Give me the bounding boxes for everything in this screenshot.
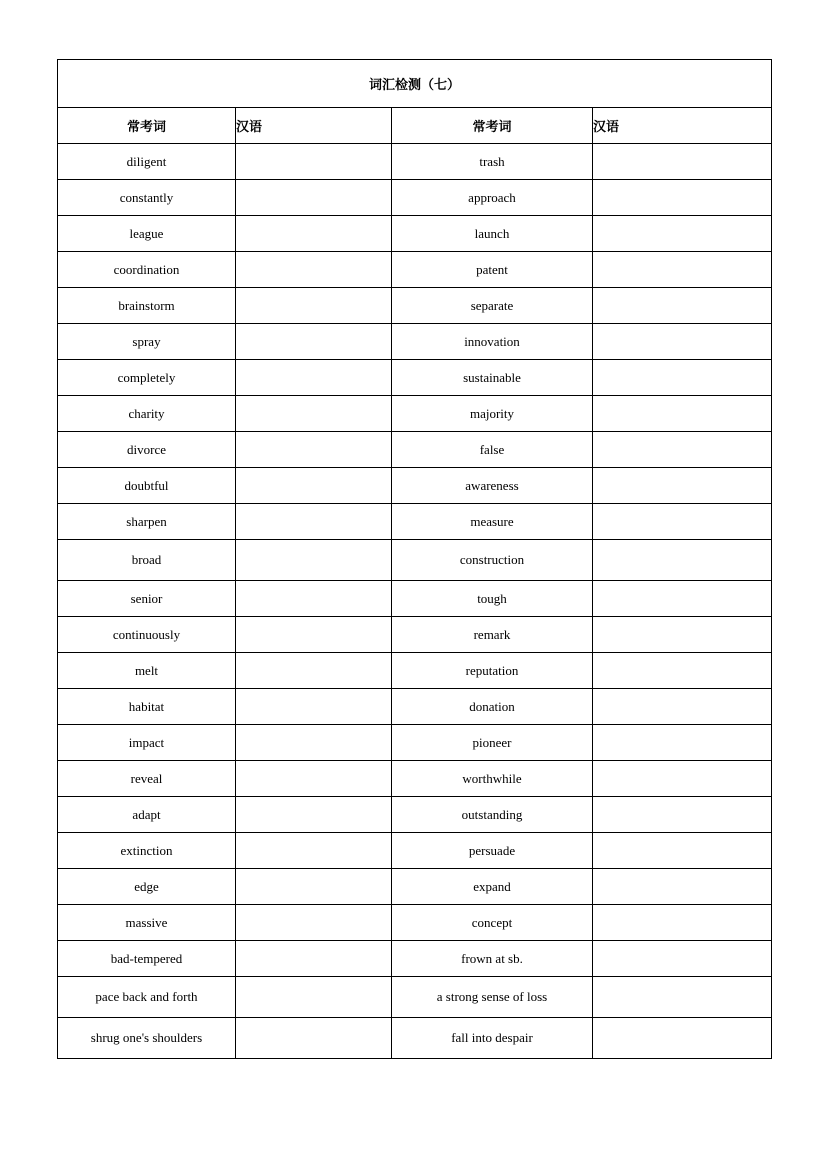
answer-cell-right[interactable]	[593, 977, 772, 1018]
answer-cell-left[interactable]	[236, 324, 392, 360]
word-right: pioneer	[392, 725, 593, 761]
word-right: reputation	[392, 653, 593, 689]
word-left: melt	[58, 653, 236, 689]
header-word-left: 常考词	[58, 108, 236, 144]
word-left: extinction	[58, 833, 236, 869]
title-row	[58, 60, 772, 108]
word-left: league	[58, 216, 236, 252]
vocabulary-table	[57, 59, 772, 1059]
table-row	[58, 869, 772, 905]
answer-cell-left[interactable]	[236, 540, 392, 581]
table-row	[58, 905, 772, 941]
word-right: launch	[392, 216, 593, 252]
table-row	[58, 581, 772, 617]
answer-cell-right[interactable]	[593, 653, 772, 689]
answer-cell-left[interactable]	[236, 869, 392, 905]
answer-cell-left[interactable]	[236, 617, 392, 653]
table-row	[58, 1018, 772, 1059]
answer-cell-left[interactable]	[236, 797, 392, 833]
word-right: separate	[392, 288, 593, 324]
word-right: concept	[392, 905, 593, 941]
answer-cell-left[interactable]	[236, 468, 392, 504]
table-row	[58, 833, 772, 869]
answer-cell-left[interactable]	[236, 941, 392, 977]
word-left: spray	[58, 324, 236, 360]
table-row	[58, 252, 772, 288]
answer-cell-left[interactable]	[236, 1018, 392, 1059]
word-right: false	[392, 432, 593, 468]
word-left: charity	[58, 396, 236, 432]
answer-cell-right[interactable]	[593, 468, 772, 504]
word-right: majority	[392, 396, 593, 432]
word-left: constantly	[58, 180, 236, 216]
answer-cell-right[interactable]	[593, 432, 772, 468]
table-row	[58, 360, 772, 396]
word-right: tough	[392, 581, 593, 617]
word-left: massive	[58, 905, 236, 941]
word-left: shrug one's shoulders	[58, 1018, 236, 1059]
answer-cell-right[interactable]	[593, 905, 772, 941]
word-right: frown at sb.	[392, 941, 593, 977]
table-row	[58, 324, 772, 360]
word-right: remark	[392, 617, 593, 653]
answer-cell-left[interactable]	[236, 905, 392, 941]
answer-cell-right[interactable]	[593, 725, 772, 761]
table-row	[58, 617, 772, 653]
answer-cell-right[interactable]	[593, 396, 772, 432]
word-left: impact	[58, 725, 236, 761]
table-row	[58, 144, 772, 180]
word-right: outstanding	[392, 797, 593, 833]
table-row	[58, 432, 772, 468]
word-right: persuade	[392, 833, 593, 869]
answer-cell-right[interactable]	[593, 288, 772, 324]
answer-cell-left[interactable]	[236, 761, 392, 797]
answer-cell-right[interactable]	[593, 689, 772, 725]
word-left: pace back and forth	[58, 977, 236, 1018]
answer-cell-right[interactable]	[593, 216, 772, 252]
table-row	[58, 941, 772, 977]
header-row	[58, 108, 772, 144]
answer-cell-right[interactable]	[593, 324, 772, 360]
word-left: continuously	[58, 617, 236, 653]
answer-cell-left[interactable]	[236, 504, 392, 540]
table-row	[58, 725, 772, 761]
word-right: expand	[392, 869, 593, 905]
answer-cell-right[interactable]	[593, 617, 772, 653]
table-row	[58, 977, 772, 1018]
answer-cell-right[interactable]	[593, 540, 772, 581]
answer-cell-right[interactable]	[593, 1018, 772, 1059]
answer-cell-left[interactable]	[236, 977, 392, 1018]
table-row	[58, 540, 772, 581]
word-right: patent	[392, 252, 593, 288]
table-row	[58, 180, 772, 216]
word-left: completely	[58, 360, 236, 396]
word-right: trash	[392, 144, 593, 180]
word-right: sustainable	[392, 360, 593, 396]
answer-cell-left[interactable]	[236, 144, 392, 180]
answer-cell-right[interactable]	[593, 797, 772, 833]
answer-cell-left[interactable]	[236, 360, 392, 396]
header-chinese-left: 汉语	[236, 108, 392, 144]
header-chinese-right: 汉语	[593, 108, 772, 144]
word-left: diligent	[58, 144, 236, 180]
word-left: broad	[58, 540, 236, 581]
word-right: approach	[392, 180, 593, 216]
answer-cell-right[interactable]	[593, 252, 772, 288]
answer-cell-left[interactable]	[236, 396, 392, 432]
word-left: doubtful	[58, 468, 236, 504]
answer-cell-left[interactable]	[236, 288, 392, 324]
word-left: senior	[58, 581, 236, 617]
answer-cell-right[interactable]	[593, 833, 772, 869]
answer-cell-right[interactable]	[593, 360, 772, 396]
answer-cell-left[interactable]	[236, 252, 392, 288]
answer-cell-right[interactable]	[593, 941, 772, 977]
answer-cell-left[interactable]	[236, 833, 392, 869]
word-left: brainstorm	[58, 288, 236, 324]
table-row	[58, 468, 772, 504]
answer-cell-left[interactable]	[236, 725, 392, 761]
answer-cell-left[interactable]	[236, 180, 392, 216]
table-row	[58, 797, 772, 833]
word-right: worthwhile	[392, 761, 593, 797]
table-row	[58, 504, 772, 540]
answer-cell-right[interactable]	[593, 504, 772, 540]
answer-cell-left[interactable]	[236, 581, 392, 617]
table-row	[58, 216, 772, 252]
word-right: construction	[392, 540, 593, 581]
answer-cell-right[interactable]	[593, 761, 772, 797]
word-right: a strong sense of loss	[392, 977, 593, 1018]
answer-cell-right[interactable]	[593, 869, 772, 905]
answer-cell-right[interactable]	[593, 581, 772, 617]
page-title: 词汇检测（七）	[58, 60, 772, 108]
table-row	[58, 689, 772, 725]
word-left: coordination	[58, 252, 236, 288]
answer-cell-right[interactable]	[593, 144, 772, 180]
answer-cell-left[interactable]	[236, 216, 392, 252]
word-right: fall into despair	[392, 1018, 593, 1059]
word-right: innovation	[392, 324, 593, 360]
answer-cell-right[interactable]	[593, 180, 772, 216]
header-word-right: 常考词	[392, 108, 593, 144]
word-right: awareness	[392, 468, 593, 504]
word-left: adapt	[58, 797, 236, 833]
word-right: donation	[392, 689, 593, 725]
answer-cell-left[interactable]	[236, 689, 392, 725]
word-left: divorce	[58, 432, 236, 468]
word-left: bad-tempered	[58, 941, 236, 977]
word-left: sharpen	[58, 504, 236, 540]
table-row	[58, 396, 772, 432]
answer-cell-left[interactable]	[236, 432, 392, 468]
table-row	[58, 761, 772, 797]
answer-cell-left[interactable]	[236, 653, 392, 689]
word-left: reveal	[58, 761, 236, 797]
table-row	[58, 288, 772, 324]
table-row	[58, 653, 772, 689]
word-right: measure	[392, 504, 593, 540]
word-left: habitat	[58, 689, 236, 725]
word-left: edge	[58, 869, 236, 905]
